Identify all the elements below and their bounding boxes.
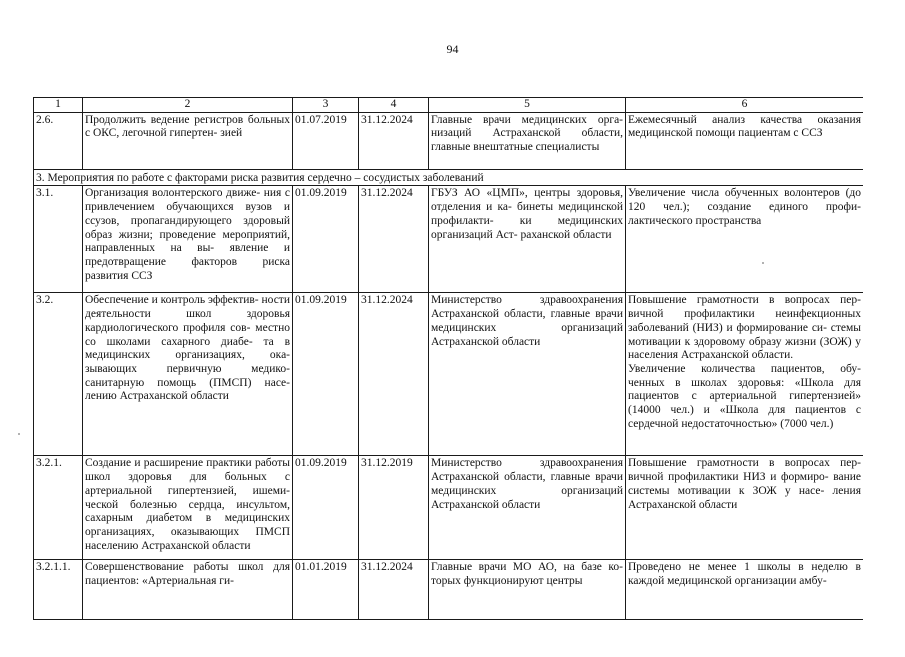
start-date-cell: 01.01.2019 — [293, 560, 359, 620]
table-header-row — [34, 98, 864, 113]
measures-table — [33, 97, 863, 620]
scan-speck — [18, 433, 20, 435]
end-date-cell: 31.12.2024 — [359, 112, 429, 169]
result-cell: Проведено не менее 1 школы в неделю в каждой медицинской организации амбу- — [626, 560, 864, 620]
row-number: 2.6. — [34, 112, 83, 169]
executors-cell: Министерство здравоохранения Астраханской области, главные врачи медицинских организаций Астраханской области — [429, 456, 626, 560]
end-date-cell: 31.12.2024 — [359, 560, 429, 620]
result-paragraph: Увеличение количества пациентов, обу- ченных в школах здоровья: «Школа для пациентов с артериальной гипертензией» (14000 чел.) и «Школа для пациентов с сердечной недостаточностью» (7000 чел.) — [628, 362, 861, 430]
measure-cell: Совершенствование работы школ для пациентов: «Артериальная ги- — [83, 560, 293, 620]
table-row — [34, 456, 864, 560]
measures-table-container — [33, 97, 863, 657]
column-header: 3 — [293, 98, 359, 113]
table-row — [34, 560, 864, 620]
table-row — [34, 293, 864, 456]
result-paragraph: Повышение грамотности в вопросах пер- вичной профилактики неинфекционных заболеваний (НИЗ) и формирование си- стемы мотивации к здоровому образу жизни (ЗОЖ) у населения Астраханской области. — [628, 294, 861, 362]
row-number: 3.2. — [34, 293, 83, 456]
row-number: 3.2.1.1. — [34, 560, 83, 620]
executors-cell: Главные врачи медицинских орга- низаций Астраханской области, главные внештатные специалисты — [429, 112, 626, 169]
column-header: 5 — [429, 98, 626, 113]
end-date-cell: 31.12.2019 — [359, 456, 429, 560]
scan-speck — [762, 262, 764, 264]
end-date-cell: 31.12.2024 — [359, 293, 429, 456]
start-date-cell: 01.09.2019 — [293, 293, 359, 456]
result-cell: Повышение грамотности в вопросах пер- вичной профилактики НИЗ и формиро- вание системы мотивации к ЗОЖ у насе- ления Астраханской области — [626, 456, 864, 560]
section-heading: 3. Мероприятия по работе с факторами риска развития сердечно – сосудистых заболеваний — [34, 169, 864, 186]
executors-cell: Министерство здравоохранения Астраханской области, главные врачи медицинских организаций Астраханской области — [429, 293, 626, 456]
column-header: 1 — [34, 98, 83, 113]
row-number: 3.1. — [34, 186, 83, 293]
result-cell — [626, 293, 864, 456]
section-row — [34, 169, 864, 186]
start-date-cell: 01.09.2019 — [293, 456, 359, 560]
executors-cell: ГБУЗ АО «ЦМП», центры здоровья, отделения и ка- бинеты медицинской профилакти- ки медицинских организаций Аст- раханской области — [429, 186, 626, 293]
table-row — [34, 112, 864, 169]
start-date-cell: 01.07.2019 — [293, 112, 359, 169]
measure-cell: Создание и расширение практики работы школ здоровья для больных с артериальной гипертензией, ишеми- ческой болезнью сердца, инсультом, сахарным диабетом в медицинских организациях, оказывающих ПМСП населению Астраханской области — [83, 456, 293, 560]
column-header: 4 — [359, 98, 429, 113]
result-cell: Увеличение числа обученных волонтеров (до 120 чел.); создание единого профи- лактического пространства — [626, 186, 864, 293]
measure-cell: Продолжить ведение регистров больных с ОКС, легочной гипертен- зией — [83, 112, 293, 169]
table-row — [34, 186, 864, 293]
measure-cell: Организация волонтерского движе- ния с привлечением обучающихся вузов и ссузов, пропагандирующего здоровый образ жизни; проведение мероприятий, направленных на вы- явление и предотвращение факторов риска развития ССЗ — [83, 186, 293, 293]
column-header: 6 — [626, 98, 864, 113]
end-date-cell: 31.12.2024 — [359, 186, 429, 293]
row-number: 3.2.1. — [34, 456, 83, 560]
start-date-cell: 01.09.2019 — [293, 186, 359, 293]
result-cell: Ежемесячный анализ качества оказания медицинской помощи пациентам с ССЗ — [626, 112, 864, 169]
page-number: 94 — [446, 42, 459, 56]
executors-cell: Главные врачи МО АО, на базе ко- торых функционируют центры — [429, 560, 626, 620]
measure-cell: Обеспечение и контроль эффектив- ности деятельности школ здоровья кардиологического профиля сов- местно со школами сахарного диабе- та в медицинских организациях, ока- зывающих первичную медико- санитарную помощь (ПМСП) насе- лению Астраханской области — [83, 293, 293, 456]
column-header: 2 — [83, 98, 293, 113]
